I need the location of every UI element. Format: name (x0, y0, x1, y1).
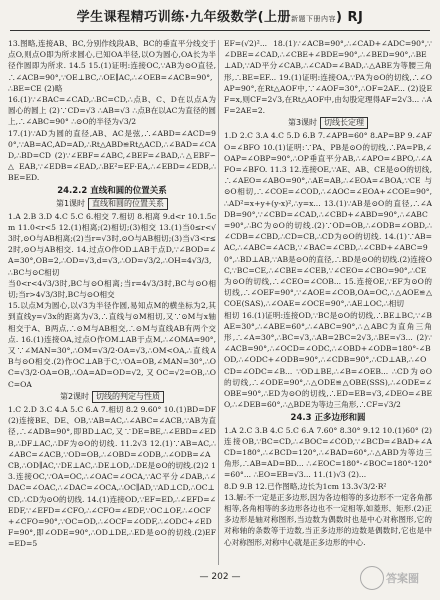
answer-paragraph: 1.A 2.C 3.B 4.C 5.C 6.A 7.60° 8.30° 9.12 10.(1)60° (2)连接OB,∵BC=CD,∴∠BOC=∠COD,∵∠BCD=∠BAD+∠ACD=180°,∴∠BCD=120°,∴∠BAD=60°,∴△ABD为等边三角形,∴AB=AD=BD... ∴∠EOC=180°-∠BOC=180°-120°=60°... ∴EO=EB=√3... 11.(1)√3 (2)... (224, 425, 432, 480)
answer-paragraph: 13.解:不一定是正多边形,因为各边相等的多边形不一定各角都相等,各角相等的多边形各边也不一定相等,如菱形、矩形.(2)正多边形是轴对称图形,当边数为偶数时也是中心对称图形,它的对称轴的条数等于边数,当正多边形的边数是偶数时,它也是中心对称图形,对称中心就是正多边形的中心. (224, 492, 432, 547)
answer-paragraph: 当0<r<4√3/3时,BC与⊙O相离;当r=4√3/3时,BC与⊙O相切;当r>4√3/3时,BC与⊙O相交 (8, 278, 216, 300)
book-title (0, 0, 440, 25)
lesson-number: 第1课时 (55, 198, 86, 208)
answer-paragraph: 1.C 2.D 3.C 4.A 5.C 6.A 7.相切 8.2 9.60° 10.(1)BD=DF (2)连接BE、DE、OB,∵AB=AC,∴∠ABC=∠ACB,∵AB为直径,∴∠ADB=90°,即BD⊥AC,又∵DE=BE,∴∠EBD=∠EDB,∴DF⊥AC,∴DF为⊙O的切线. 11.2√3 12.(1)∵AB=AC,∴∠ABC=∠ACB,∵OD=OB,∴∠OBD=∠ODB,∴∠ODB=∠ACB,∴OD∥AC,∵DE⊥AC,∴DE⊥OD,∴DE是⊙O的切线.(2)2 13.连接OC,∵OA=OC,∴∠OAC=∠OCA,∵AC平分∠DAB,∴∠DAC=∠OAC,∴∠DAC=∠OCA,∴OC∥AD,∵AD⊥CD,∴OC⊥CD,∴CD为⊙O的切线. 14.(1)连接OD,∵EF=ED,∴∠EFD=∠EDF,∵∠EFD=∠CFO,∴∠CFO=∠EDF,∵OC⊥OF,∴∠OCF+∠CFO=90°,∵OC=OD,∴∠OCF=∠ODF,∴∠ODC+∠EDF=90°,即∠ODE=90°,∴OD⊥DE,∴ED是⊙O的切线.(2)EF=ED=5 (8, 404, 216, 549)
page-number: — 202 — (199, 572, 241, 582)
section-heading: 24.2.2 直线和圆的位置关系 (57, 185, 167, 196)
left-column (8, 38, 216, 568)
lesson-heading (8, 198, 216, 210)
answer-paragraph: 相切 16.(1)证明:连接OD,∵BC是⊙O的切线,∴BE⊥BC,∵∠BAE=30°,∴∠ABE=60°,∴∠ABC=90°,∴△ABC为直角三角形,∴∠A=30°,∴BC=√3,∴AB=2BC=2√3,∴BE=√3... (2)∵∠ACB=90°,∴∠OCD=∠ODC,∴∠OBD+∠ODB=180°-∠BOD,∴∠ODC+∠ODB=90°,∴∠CDB=90°,∴CD⊥AB,∴∠OCD=∠ODC=∠B... ∵OD⊥BE,∴∠B=∠OEB... ∴CD为⊙O的切线,∴∠ODE=90°,∴△ODE≌△OBE(SSS),∴∠ODE=∠OBE=90°,∴ED为⊙O的切线,∴ED=EB=√3,∠DEO=∠BEO,∴∠DEB=60°,∴△BDE为等边三角形,∴CF=√3/2 (224, 310, 432, 410)
book-title-end: ) RJ (336, 10, 364, 25)
watermark-logo-icon (360, 566, 384, 590)
answer-paragraph: 1.A 2.B 3.D 4.C 5.C 6.相交 7.相切 8.相离 9.d<r 10.1.5cm 11.0<r<5 12.(1)相离;(2)相切;(3)相交 13.(1)当0≤r<√3时,⊙O与AB相离;(2)当r=√3时,⊙O与AB相切;(3)当√3<r≤2时,⊙O与AB相交. 14.过点O作OD⊥AB于点D,∵∠BOD=∠A=30°,OB=2,∴OD=√3,d=√3,∴OD=√3/2,∴OH=4√3/3,∴BC与⊙C相切 (8, 211, 216, 277)
right-column (224, 38, 432, 568)
lesson-heading (8, 391, 216, 403)
lesson-title: 切线长定理 (320, 117, 368, 129)
section-heading: 24.3 正多边形和圆 (290, 412, 366, 423)
answer-paragraph: EF=(√2)²... 18.(1)∵∠ACB=90°,∴∠CAD+∠ADC=90°,∵∠DBE=∠CAD,∴∠CBE+∠BDE=90°,∴∠BED=90°,∴BE⊥AD,∵AD平分∠CAB,∴∠CAD=∠BAD,∴△ABE为等腰三角形,∴BE=EF... 19.(1)证明:连接OA,∵PA为⊙O的切线,∴∠OAP=90°,在Rt△AOF中,∵∠AOF=30°,∴OF=2AF... (2)设EF=x,则CF=2√3,在Rt△AOF中,由勾股定理得AF=2√3... ∴AF=2AE=2. (224, 39, 432, 116)
header-rule (10, 30, 430, 31)
lesson-number: 第2课时 (59, 391, 90, 401)
answer-paragraph: 15.以点M为圆心,以√3为半径作圆,易知点M的横坐标为2,其到直线y=√3x的距离为√3,∴直线与⊙M相切,又∵⊙M与x轴相交于A、B两点,∴⊙M与AB相交,∴⊙M与直线AB有两个交点. 16.(1)连接OA,过点O作OM⊥AB于点M,∴∠OMA=90°,又∵∠MAN=30°,∴OM=√3/2·OA=√3,∴OM<OA,∴直线AB与⊙O相交.(2)作OC⊥AB于C,∵OA=OB,∠MAN=30°,∴OC=√3/2·OA=OB,∴OA=AD=OD=√2,又OC=√2=OB,∴OC=OA (8, 301, 216, 389)
book-title-main: 学生课程精巧训练·九年级数学(上册 (76, 10, 292, 25)
answer-paragraph: 17.(1)∵AD为圆的直径,AB、AC是弦,∴∠ABD=∠ACD=90°,∵AB=AC,AD=AD,∴Rt△ABD≌Rt△ACD,∴∠BAD=∠CAD,∴BD=CD (2)∵∠EBF=∠ABC,∠BEF=∠BAD,∴△EBF∽△EAB,∵∠EDB=∠EAD,∴BE²=EF·EA,∴∠EBD=∠EDB,∴BE=ED. (8, 128, 216, 183)
page-header (0, 0, 440, 36)
column-divider (218, 40, 219, 565)
watermark (360, 566, 434, 596)
lesson-title: 切线的判定与性质 (92, 391, 164, 403)
watermark-text: 答案圈 (386, 572, 419, 585)
answer-paragraph: 8.D 9.B 12.已作图略,边长为1cm 13.3√3/2·R² (224, 481, 387, 491)
answer-paragraph: 13.图略,连接AB、BC,分别作线段AB、BC的垂直平分线交于点O,则点O即为所求圆心,已知OA半径,以O为圆心,OA长为半径作圆即为所求. 14.5 15.(1)证明:连接OC,∵AB为⊙O直径,∴∠ACB=90°,∵OE⊥BC,∴OE∥AC,∴∠OEB=∠ACB=90°,∴BE=CE (2)略 (8, 39, 216, 93)
answer-paragraph: 16.(1)∵∠BAC=∠CAD,∴BC=CD,∴点B、C、D在以点A为圆心的圆上 (2)∵CD=√3 ∴AB=√3 ∴点B在以AC为直径的圆上,∴∠ABC=90° ∴⊙O的半径为√3/2 (8, 95, 216, 127)
edition-note: 新题下册内容 (291, 15, 337, 23)
lesson-heading (224, 117, 432, 129)
answer-paragraph: 1.D 2.C 3.A 4.C 5.D 6.B 7.∠APB=60° 8.AP=BP 9.∠AFO=∠BFO 10.(1)证明:∵PA、PB是⊙O的切线,∴PA=PB,∠OAP=∠OBP=90°,∴OP垂直平分AB,∴∠APO=∠BPO,∴∠AFO=∠BFO. 11.3 12.连接OE,∵AE、AB、CE是⊙O的切线,∴∠AEO=∠ABO=90°,∴AE=AB,∴∠EOA=∠BOA,∵CE与⊙O相切,∴∠COE=∠COD,∴∠AOC=∠EOA+∠COE=90°,∴AD²=x+y+(y-x)²,∴y=x... 13.(1)∵AB是⊙O的直径,∴∠ADB=90°,∵∠CBD=∠CAD,∴∠CBD+∠ABD=90°,∴∠ABC=90°,∴BC为⊙O的切线.(2)∵OD=OB,∴∠ODB=∠OBD,∴∠CDB=∠CBD,∴CD=CB,∴CD为⊙O的切线. 14.(1)∵AB=AC,∴∠ABC=∠ACB,∵∠BAC=∠CBD,∴∠CBD+∠ABC=90°,∴BD⊥AB,∵AB是⊙O的直径,∴BD是⊙O的切线.(2)连接OC,∵BC=CE,∴∠CBE=∠CEB,∵∠CEO=∠CBO=90°,∴CE为⊙O的切线,∴∠CEO=∠COB... 15.连接OE,∵EF为⊙O的切线,∴∠OEF=90°,∵∠AOE=∠COB,OA=OC,∴△AOE≌△COE(SAS),∴∠OAE=∠OCE=90°,∴AE⊥OC,∴相切 (224, 131, 432, 309)
lesson-title: 直线和圆的位置关系 (88, 198, 168, 210)
lesson-number: 第3课时 (287, 118, 318, 128)
